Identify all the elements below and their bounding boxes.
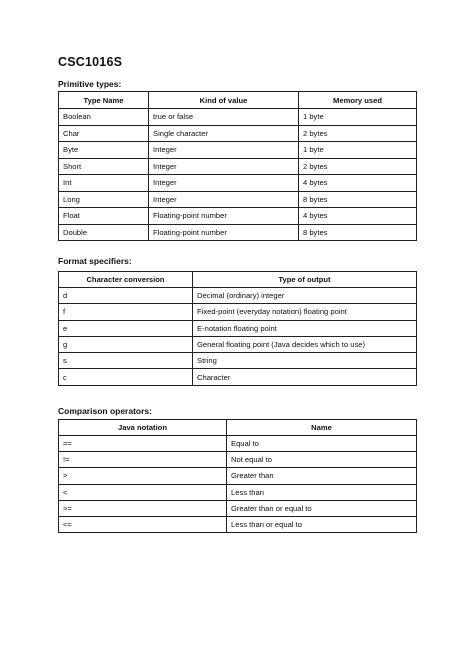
memory-used-cell: 4 bytes — [299, 175, 417, 192]
output-type-cell: General floating point (Java decides which to use) — [193, 336, 417, 352]
java-notation-cell: > — [59, 468, 227, 484]
java-notation-cell: < — [59, 484, 227, 500]
output-type-cell: Decimal (ordinary) integer — [193, 288, 417, 304]
table-row — [59, 484, 417, 500]
table-row — [59, 175, 417, 192]
operator-name-cell: Equal to — [227, 436, 417, 452]
table-row — [59, 516, 417, 532]
memory-used-cell: 8 bytes — [299, 224, 417, 241]
type-name-cell: Char — [59, 125, 149, 142]
output-type-cell: String — [193, 353, 417, 369]
format-specifiers-heading: Format specifiers: — [58, 256, 132, 266]
page-title: CSC1016S — [58, 55, 123, 69]
operator-name-cell: Less than — [227, 484, 417, 500]
output-type-cell: Character — [193, 369, 417, 385]
table-row — [59, 353, 417, 369]
table-row — [59, 369, 417, 385]
column-header: Name — [227, 420, 417, 436]
table-row — [59, 336, 417, 352]
java-notation-cell: == — [59, 436, 227, 452]
table-row — [59, 436, 417, 452]
conversion-character-cell: d — [59, 288, 193, 304]
column-header: Type Name — [59, 92, 149, 109]
output-type-cell: Fixed-point (everyday notation) floating point — [193, 304, 417, 320]
table-header-row — [59, 272, 417, 288]
type-name-cell: Float — [59, 208, 149, 225]
format-specifiers-table — [58, 271, 417, 386]
type-name-cell: Double — [59, 224, 149, 241]
java-notation-cell: <= — [59, 516, 227, 532]
type-name-cell: Byte — [59, 142, 149, 159]
table-row — [59, 468, 417, 484]
conversion-character-cell: s — [59, 353, 193, 369]
primitive-types-table — [58, 91, 417, 241]
memory-used-cell: 8 bytes — [299, 191, 417, 208]
memory-used-cell: 2 bytes — [299, 125, 417, 142]
kind-of-value-cell: Integer — [149, 142, 299, 159]
kind-of-value-cell: Integer — [149, 158, 299, 175]
table-row — [59, 125, 417, 142]
comparison-operators-heading: Comparison operators: — [58, 406, 152, 416]
table-header-row — [59, 420, 417, 436]
kind-of-value-cell: Floating-point number — [149, 208, 299, 225]
column-header: Memory used — [299, 92, 417, 109]
java-notation-cell: >= — [59, 500, 227, 516]
table-row — [59, 500, 417, 516]
kind-of-value-cell: Floating-point number — [149, 224, 299, 241]
operator-name-cell: Not equal to — [227, 452, 417, 468]
type-name-cell: Short — [59, 158, 149, 175]
operator-name-cell: Greater than or equal to — [227, 500, 417, 516]
column-header: Type of output — [193, 272, 417, 288]
primitive-types-heading: Primitive types: — [58, 79, 122, 89]
table-row — [59, 109, 417, 126]
type-name-cell: Long — [59, 191, 149, 208]
kind-of-value-cell: true or false — [149, 109, 299, 126]
column-header: Java notation — [59, 420, 227, 436]
conversion-character-cell: e — [59, 320, 193, 336]
java-notation-cell: != — [59, 452, 227, 468]
table-row — [59, 288, 417, 304]
memory-used-cell: 2 bytes — [299, 158, 417, 175]
table-header-row — [59, 92, 417, 109]
kind-of-value-cell: Integer — [149, 175, 299, 192]
memory-used-cell: 1 byte — [299, 142, 417, 159]
type-name-cell: Int — [59, 175, 149, 192]
type-name-cell: Boolean — [59, 109, 149, 126]
kind-of-value-cell: Single character — [149, 125, 299, 142]
table-row — [59, 320, 417, 336]
conversion-character-cell: f — [59, 304, 193, 320]
table-row — [59, 208, 417, 225]
operator-name-cell: Greater than — [227, 468, 417, 484]
operator-name-cell: Less than or equal to — [227, 516, 417, 532]
column-header: Kind of value — [149, 92, 299, 109]
memory-used-cell: 4 bytes — [299, 208, 417, 225]
table-row — [59, 452, 417, 468]
conversion-character-cell: c — [59, 369, 193, 385]
column-header: Character conversion — [59, 272, 193, 288]
table-row — [59, 224, 417, 241]
table-row — [59, 158, 417, 175]
memory-used-cell: 1 byte — [299, 109, 417, 126]
table-row — [59, 142, 417, 159]
conversion-character-cell: g — [59, 336, 193, 352]
comparison-operators-table — [58, 419, 417, 533]
table-row — [59, 191, 417, 208]
table-row — [59, 304, 417, 320]
output-type-cell: E-notation floating point — [193, 320, 417, 336]
kind-of-value-cell: Integer — [149, 191, 299, 208]
